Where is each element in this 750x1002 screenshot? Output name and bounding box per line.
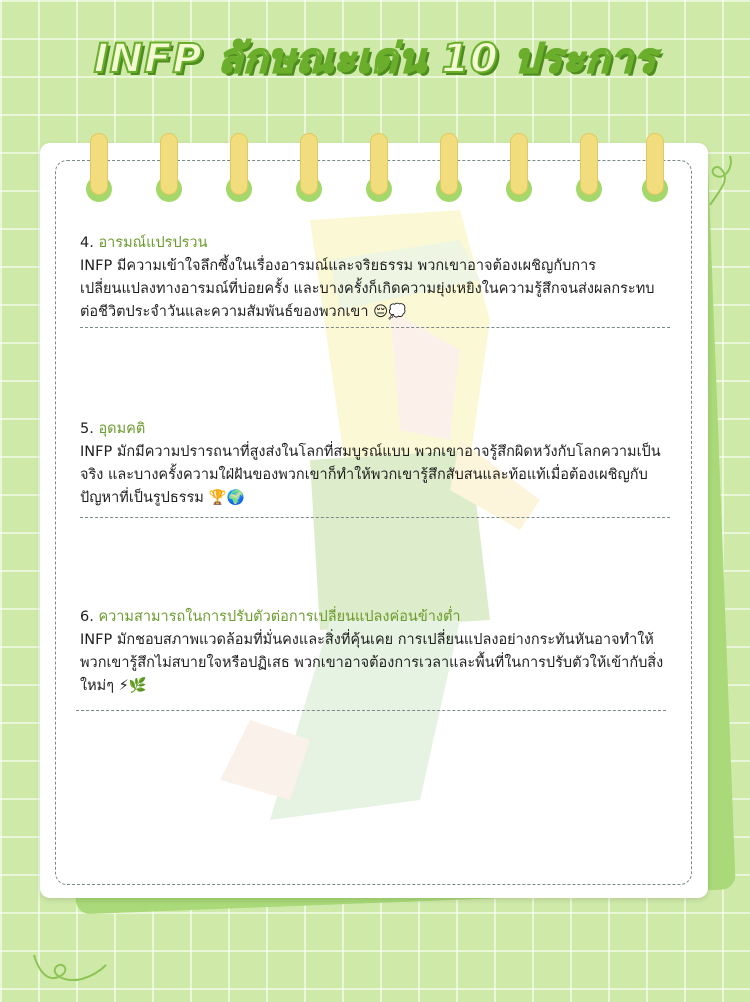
section-heading bbox=[80, 606, 670, 629]
section-divider bbox=[76, 710, 666, 711]
section-heading bbox=[80, 232, 670, 255]
section-number: 6. bbox=[80, 609, 94, 625]
binding-ring bbox=[646, 133, 664, 195]
section-title: อารมณ์แปรปรวน bbox=[98, 235, 208, 251]
binding-ring bbox=[90, 133, 108, 195]
binding-ring bbox=[160, 133, 178, 195]
section-divider bbox=[80, 327, 670, 328]
binding-ring bbox=[510, 133, 528, 195]
swirl-decoration-icon bbox=[690, 150, 740, 210]
section-divider bbox=[80, 517, 670, 518]
trait-section-4 bbox=[80, 232, 670, 324]
section-title: อุดมคติ bbox=[98, 421, 146, 437]
binding-ring bbox=[230, 133, 248, 195]
trait-section-6 bbox=[80, 606, 670, 698]
section-number: 4. bbox=[80, 235, 94, 251]
swirl-decoration-icon bbox=[30, 945, 110, 990]
section-body: INFP มักชอบสภาพแวดล้อมที่มั่นคงและสิ่งที่คุ้นเคย การเปลี่ยนแปลงอย่างกระทันหันอาจทำให้พวกเขารู้สึกไม่สบายใจหรือปฏิเสธ พวกเขาอาจต้องการเวลาและพื้นที่ในการปรับตัวให้เข้ากับสิ่งใหม่ๆ ⚡🌿 bbox=[80, 632, 664, 694]
page-title: INFP ลักษณะเด่น 10 ประการ bbox=[93, 36, 657, 82]
binding-ring bbox=[580, 133, 598, 195]
binding-ring bbox=[440, 133, 458, 195]
section-title: ความสามารถในการปรับตัวต่อการเปลี่ยนแปลงค่อนข้างต่ำ bbox=[98, 609, 461, 625]
section-body: INFP มักมีความปรารถนาที่สูงส่งในโลกที่สมบูรณ์แบบ พวกเขาอาจรู้สึกผิดหวังกับโลกความเป็นจริง และบางครั้งความใฝ่ฝันของพวกเขาก็ทำให้พวกเขารู้สึกสับสนและท้อแท้เมื่อต้องเผชิญกับปัญหาที่เป็นรูปธรรม 🏆🌍 bbox=[80, 444, 661, 506]
trait-section-5 bbox=[80, 418, 670, 510]
section-number: 5. bbox=[80, 421, 94, 437]
section-body: INFP มีความเข้าใจลึกซึ้งในเรื่องอารมณ์และจริยธรรม พวกเขาอาจต้องเผชิญกับการเปลี่ยนแปลงทางอารมณ์ที่บ่อยครั้ง และบางครั้งก็เกิดความยุ่งเหยิงในความรู้สึกจนส่งผลกระทบต่อชีวิตประจำวันและความสัมพันธ์ของพวกเขา 😔💭 bbox=[80, 258, 655, 320]
binding-ring bbox=[300, 133, 318, 195]
binding-ring bbox=[370, 133, 388, 195]
section-heading bbox=[80, 418, 670, 441]
